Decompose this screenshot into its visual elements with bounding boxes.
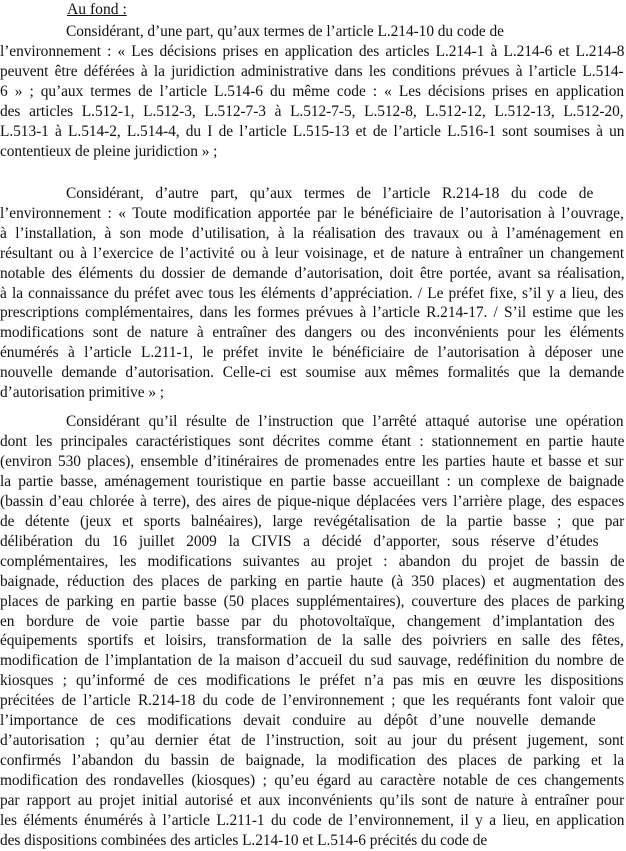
text-line: par rapport au projet initial autorisé et aux inconvénients qu’ils sont de nature à entraîner pour — [0, 792, 625, 810]
text-line: d’autorisation ; qu’au dernier état de l’instruction, soit au jour du présent jugement, sont — [0, 732, 624, 750]
text-line: Considérant, d’autre part, qu’aux termes de l’article R.214-18 du code de — [66, 185, 594, 202]
text-line: complémentaires, les modifications suivantes au projet : abandon du projet de bassin de — [0, 552, 625, 570]
text-line: places de parking en partie basse (50 places supplémentaires), couverture des places de parking — [0, 592, 625, 610]
text-line: la partie basse, aménagement touristique en partie basse accueillant : un complexe de baignade — [0, 472, 625, 490]
text-line: peuvent être déférées à la juridiction administrative dans les conditions prévues à l’article L.514- — [0, 63, 624, 81]
section-heading: Au fond : — [67, 1, 127, 18]
text-line: des articles L.512-1, L.512-3, L.512-7-3 à L.512-7-5, L.512-8, L.512-12, L.512-13, L.512-20, — [0, 103, 624, 121]
text-line: à l’installation, à son mode d’utilisation, à la réalisation des travaux ou à l’aménagement en — [0, 224, 624, 242]
text-line: confirmés l’abandon du bassin de baignade, la modification des places de parking et la — [0, 752, 625, 770]
text-line: modification de l’implantation de la maison d’accueil du sud sauvage, redéfinition du nombre de — [0, 652, 625, 670]
text-line: dont les principales caractéristiques sont décrites comme étant : stationnement en partie haute — [0, 432, 625, 450]
text-line: baignade, réduction des places de parking en partie haute (à 350 places) et augmentation des — [0, 572, 625, 590]
text-line: contentieux de pleine juridiction » ; — [0, 143, 218, 161]
text-line: Considérant qu’il résulte de l’instruction que l’arrêté attaqué autorise une opération — [66, 413, 624, 430]
text-line: équipements sportifs et loisirs, transformation de la salle des poivriers en salle des fêtes, — [0, 632, 624, 650]
text-line: Considérant, d’une part, qu’aux termes de l’article L.214-10 du code de — [66, 23, 504, 40]
text-line: en bordure de voie partie basse par du photovoltaïque, changement d’implantation des — [0, 612, 615, 630]
text-line: kiosques ; qu’informé de ces modifications le préfet n’a pas mis en œuvre les dispositions — [0, 672, 624, 690]
text-line: énumérés à l’article L.211-1, le préfet invite le bénéficiaire de l’autorisation à déposer une — [0, 344, 624, 362]
text-line: modification des rondavelles (kiosques) ; qu’eu égard au caractère notable de ces changements — [0, 772, 625, 790]
text-line: délibération du 16 juillet 2009 la CIVIS a décidé d’apporter, sous réserve d’études — [0, 532, 599, 550]
text-line: (bassin d’eau chlorée à terre), des aires de pique-nique déplacées vers l’arrière plage, des espaces — [0, 492, 625, 510]
text-line: (environ 530 places), ensemble d’itinéraires de promenades entre les parties haute et basse et sur — [0, 452, 624, 470]
text-line: à la connaissance du préfet avec tous les éléments d’appréciation. / Le préfet fixe, s’il y a lieu, des — [0, 284, 624, 302]
text-line: nouvelle demande d’autorisation. Celle-ci est soumise aux mêmes formalités que la demande — [0, 364, 625, 382]
text-line: des dispositions combinées des articles L.214-10 et L.514-6 précités du code de — [0, 831, 488, 849]
text-line: l’environnement : « Les décisions prises en application des articles L.214-1 à L.214-6 et L.214-8 — [0, 43, 625, 61]
text-line: d’autorisation primitive » ; — [0, 384, 165, 401]
text-line: prescriptions complémentaires, dans les formes prévues à l’article R.214-17. / S’il estime que les — [0, 304, 624, 322]
text-line: de détente (jeux et sports balnéaires), large revégétalisation de la partie basse ; que par — [0, 512, 625, 530]
text-line: l’importance de ces modifications devait conduire au dépôt d’une nouvelle demande — [0, 712, 596, 730]
text-line: l’environnement : « Toute modification apportée par le bénéficiaire de l’autorisation à l’ouvrage, — [0, 204, 624, 222]
text-line: les éléments énumérés à l’article L.211-1 du code de l’environnement, il y a lieu, en application — [0, 812, 625, 829]
text-line: modifications sont de nature à entraîner des dangers ou des inconvénients pour les éléments — [0, 324, 624, 342]
text-line: 6 » ; qu’aux termes de l’article L.514-6 du même code : « Les décisions prises en application — [0, 83, 624, 101]
text-line: L.513-1 à L.514-2, L.514-4, du I de l’article L.515-13 et de l’article L.516-1 sont soumises à un — [0, 123, 625, 141]
text-line: résultant ou à l’exercice de l’activité ou à leur voisinage, et de nature à entraîner un changement — [0, 244, 625, 262]
text-line: précitées de l’article R.214-18 du code de l’environnement ; que les requérants font valoir que — [0, 692, 625, 710]
text-line: notable des éléments du dossier de demande d’autorisation, doit être portée, avant sa réalisation, — [0, 264, 625, 282]
